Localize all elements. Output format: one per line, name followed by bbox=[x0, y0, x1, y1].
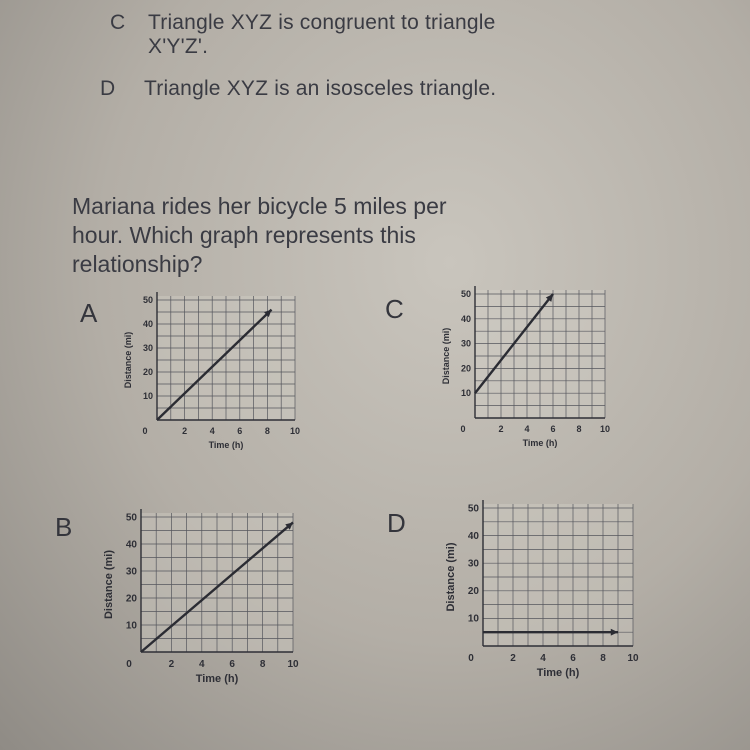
y-tick-label: 10 bbox=[125, 620, 137, 632]
y-axis-label: Distance (mi) bbox=[445, 542, 457, 612]
y-tick-label: 50 bbox=[460, 289, 471, 299]
y-tick-label: 20 bbox=[125, 593, 137, 605]
x-tick-label: 8 bbox=[576, 424, 582, 434]
choice-c-text: Triangle XYZ is congruent to triangle bbox=[148, 11, 496, 34]
x-tick-label: 10 bbox=[289, 426, 301, 436]
y-tick-label: 40 bbox=[467, 530, 479, 542]
question-line: Mariana rides her bicycle 5 miles per bbox=[72, 193, 447, 219]
x-tick-label: 6 bbox=[550, 424, 556, 434]
x-axis-label: Time (h) bbox=[522, 438, 558, 448]
x-tick-label: 2 bbox=[182, 426, 188, 436]
x-tick-label: 6 bbox=[237, 426, 243, 436]
x-axis-label: Time (h) bbox=[195, 673, 239, 685]
x-tick-label: 0 bbox=[468, 653, 474, 664]
option-c-label: C bbox=[385, 294, 404, 324]
x-tick-label: 8 bbox=[600, 653, 606, 664]
choice-c-continuation: X'Y'Z'. bbox=[148, 35, 209, 58]
x-axis-label: Time (h) bbox=[536, 667, 580, 679]
y-tick-label: 40 bbox=[125, 539, 137, 551]
choice-c-letter: C bbox=[110, 11, 126, 34]
y-axis-label: Distance (mi) bbox=[440, 327, 451, 385]
y-tick-label: 20 bbox=[142, 367, 153, 377]
y-tick-label: 10 bbox=[467, 613, 479, 625]
x-tick-label: 4 bbox=[209, 426, 215, 436]
x-tick-label: 10 bbox=[287, 659, 299, 670]
question-line: relationship? bbox=[72, 251, 203, 277]
y-axis-label: Distance (mi) bbox=[103, 549, 115, 620]
y-tick-label: 30 bbox=[467, 558, 479, 570]
x-tick-label: 4 bbox=[524, 424, 530, 434]
x-tick-label: 0 bbox=[126, 659, 132, 670]
y-tick-label: 30 bbox=[142, 343, 153, 353]
x-tick-label: 4 bbox=[199, 659, 205, 670]
y-tick-label: 30 bbox=[125, 566, 137, 578]
x-tick-label: 0 bbox=[142, 426, 148, 436]
x-tick-label: 8 bbox=[264, 426, 270, 436]
x-tick-label: 10 bbox=[627, 653, 639, 664]
y-tick-label: 30 bbox=[460, 338, 471, 349]
y-tick-label: 40 bbox=[142, 319, 153, 329]
y-tick-label: 40 bbox=[460, 313, 471, 324]
x-tick-label: 2 bbox=[498, 424, 504, 434]
option-a-label: A bbox=[80, 298, 98, 328]
x-tick-label: 4 bbox=[540, 653, 546, 664]
x-axis-label: Time (h) bbox=[208, 440, 244, 450]
y-tick-label: 50 bbox=[467, 503, 479, 515]
x-tick-label: 2 bbox=[510, 653, 516, 664]
y-tick-label: 10 bbox=[460, 388, 471, 399]
x-tick-label: 8 bbox=[259, 659, 266, 670]
y-axis-label: Distance (mi) bbox=[122, 331, 133, 389]
x-tick-label: 6 bbox=[229, 659, 235, 670]
x-tick-label: 2 bbox=[168, 659, 175, 670]
choice-d-letter: D bbox=[100, 77, 116, 100]
y-tick-label: 20 bbox=[467, 586, 479, 598]
question-line: hour. Which graph represents this bbox=[72, 222, 416, 248]
choice-d-text: Triangle XYZ is an isosceles triangle. bbox=[144, 77, 497, 100]
option-b-label: B bbox=[55, 512, 73, 542]
y-tick-label: 10 bbox=[142, 391, 153, 401]
y-tick-label: 50 bbox=[142, 295, 153, 305]
x-tick-label: 6 bbox=[570, 653, 576, 664]
x-tick-label: 0 bbox=[460, 424, 466, 434]
x-tick-label: 10 bbox=[599, 424, 611, 434]
y-tick-label: 50 bbox=[125, 512, 137, 524]
option-d-label: D bbox=[387, 508, 406, 538]
y-tick-label: 20 bbox=[460, 363, 471, 374]
